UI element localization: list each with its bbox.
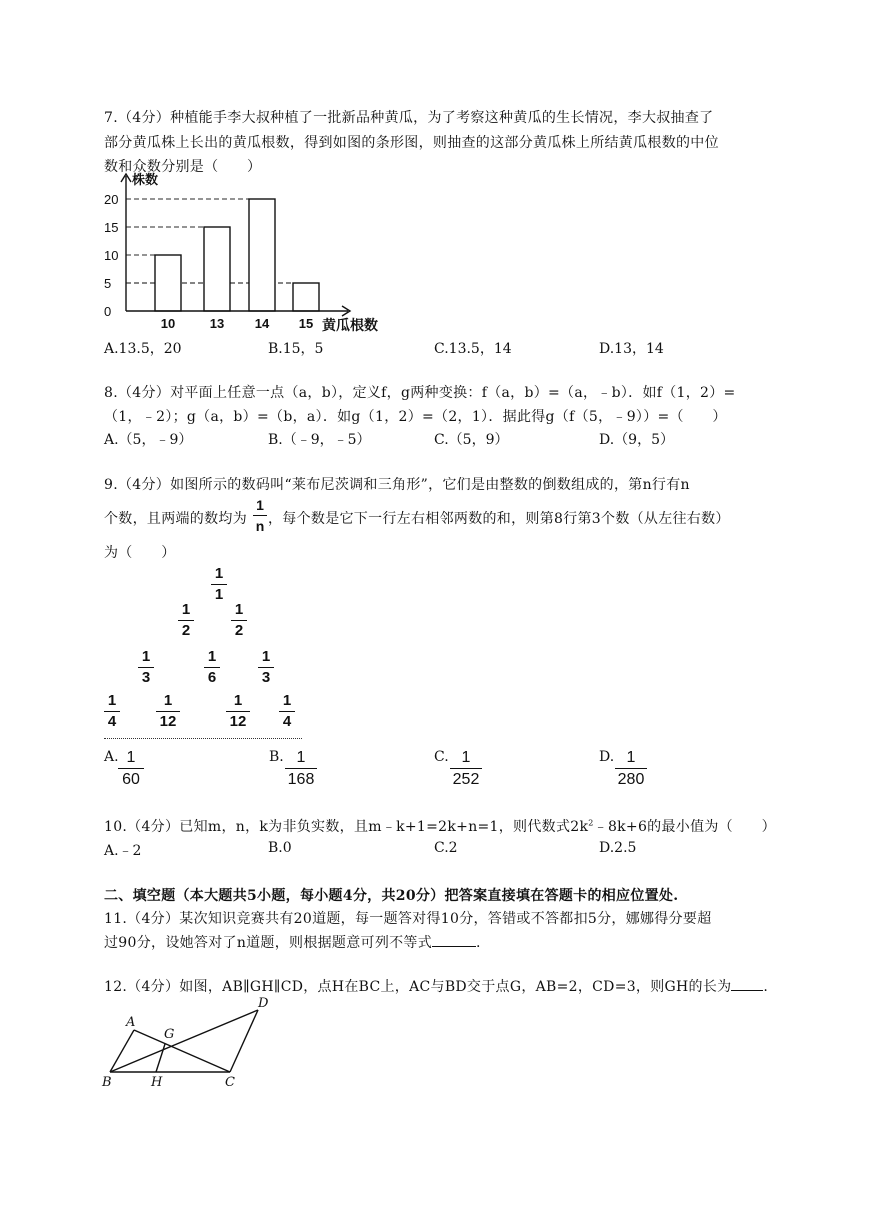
q9-line1: 9.（4分）如图所示的数码叫“莱布尼茨调和三角形”，它们是由整数的倒数组成的，第n行有n (104, 477, 690, 493)
y-tick-label-15: 15 (104, 220, 119, 235)
point-label-h: H (151, 1075, 163, 1090)
triangle-r3-c2: 1 6 (204, 648, 220, 687)
triangle-r4-c3: 1 12 (226, 692, 250, 731)
q9-option-c-label: C. (434, 749, 449, 765)
q7-option-b: B.15，5 (268, 341, 324, 357)
q12-period: . (763, 979, 769, 995)
x-tick-label-15: 15 (298, 316, 314, 331)
q10-option-c: C.2 (434, 840, 458, 856)
q11-period: . (476, 935, 481, 951)
section-2-title: 二、填空题（本大题共5小题，每小题4分，共20分）把答案直接填在答题卡的相应位置处. (104, 888, 679, 904)
x-tick-label-13: 13 (209, 316, 225, 331)
q8-line1: 8.（4分）对平面上任意一点（a，b），定义f，g两种变换：f（a，b）=（a，﹣b）．如f（1，2）= (104, 385, 736, 401)
q9-option-b-fraction: 1 168 (285, 748, 317, 789)
q10-option-d: D.2.5 (599, 840, 637, 856)
q9-option-d-label: D. (599, 749, 615, 765)
bar-14 (249, 199, 275, 311)
point-label-b: B (102, 1075, 112, 1090)
q12-line1 (104, 976, 768, 996)
q11-text: 过90分，设她答对了n道题，则根据题意可列不等式 (104, 935, 433, 951)
y-tick-label-0: 0 (104, 304, 112, 319)
q10-text-end: ﹣8k+6的最小值为（ ） (593, 819, 776, 835)
point-label-g: G (164, 1027, 175, 1042)
inline-frac-bar (253, 515, 267, 516)
q11-line2 (104, 932, 481, 952)
segment-ba (110, 1030, 134, 1072)
q9-option-d-fraction: 1 280 (615, 748, 647, 789)
q9-option-b-label: B. (269, 749, 284, 765)
q9-option-a-fraction: 1 60 (118, 748, 144, 789)
q7-option-d: D.13，14 (599, 341, 664, 357)
point-label-c: C (225, 1075, 235, 1090)
q9-line3: 为（ ） (104, 545, 176, 561)
triangle-r2-c1: 1 2 (178, 601, 194, 640)
triangle-dotted-line (104, 738, 302, 739)
q9-inline-fraction (253, 496, 267, 535)
triangle-r4-c4: 1 4 (279, 692, 295, 731)
triangle-r3-c3: 1 3 (258, 648, 274, 687)
q11-line1: 11.（4分）某次知识竞赛共有20道题，每一题答对得10分，答错或不答都扣5分，娜娜得分要超 (104, 911, 712, 927)
y-tick-label-20: 20 (104, 192, 119, 207)
triangle-r3-c1: 1 3 (138, 648, 154, 687)
x-tick-label-14: 14 (254, 316, 270, 331)
q9-option-c-fraction: 1 252 (450, 748, 482, 789)
q7-line2: 部分黄瓜株上长出的黄瓜根数，得到如图的条形图，则抽查的这部分黄瓜株上所结黄瓜根数的中位 (104, 135, 719, 151)
triangle-r4-c1: 1 4 (104, 692, 120, 731)
segment-ac (134, 1030, 230, 1072)
triangle-r4-c2: 1 12 (156, 692, 180, 731)
q9-option-a-label: A. (104, 749, 119, 765)
point-label-a: A (126, 1015, 136, 1030)
q8-option-c: C.（5，9） (434, 432, 509, 448)
x-axis-title: 黄瓜根数 (322, 317, 378, 333)
q12-answer-blank[interactable] (731, 978, 763, 991)
bar-13 (204, 227, 230, 311)
triangle-r1-c1: 1 1 (211, 565, 227, 604)
inline-frac-num: 1 (256, 497, 264, 513)
q7-option-a: A.13.5，20 (104, 341, 182, 357)
q12-text: 12.（4分）如图，AB∥GH∥CD，点H在BC上，AC与BD交于点G，AB=2，CD=3，则GH的长为 (104, 979, 732, 995)
triangle-r2-c2: 1 2 (231, 601, 247, 640)
q7-option-c: C.13.5，14 (434, 341, 512, 357)
y-tick-label-5: 5 (104, 276, 112, 291)
q8-option-a: A.（5，﹣9） (104, 432, 193, 448)
q9-line2-end: ，每个数是它下一行左右相邻两数的和，则第8行第3个数（从左往右数） (268, 511, 730, 527)
segment-gh (156, 1044, 165, 1072)
q10-option-b: B.0 (268, 840, 292, 856)
q10-option-a: A.﹣2 (104, 843, 142, 859)
q8-option-b: B.（﹣9，﹣5） (268, 432, 371, 448)
y-axis-title: 株数 (132, 172, 159, 187)
q10-line1 (104, 816, 776, 836)
q8-option-d: D.（9，5） (599, 432, 674, 448)
inline-frac-den: n (255, 518, 265, 534)
y-tick-label-10: 10 (104, 248, 119, 263)
q8-line2: （1，﹣2）；g（a，b）=（b，a）．如g（1，2）=（2，1）．据此得g（f（5，﹣9））=（ ） (104, 409, 727, 425)
q7-line1: 7.（4分）种植能手李大叔种植了一批新品种黄瓜，为了考察这种黄瓜的生长情况，李大叔抽查了 (104, 110, 714, 126)
bar-15 (293, 283, 319, 311)
bar-chart (96, 172, 396, 338)
q10-text-start: 10.（4分）已知m，n，k为非负实数，且m﹣k+1=2k+n=1，则代数式2k (104, 819, 589, 835)
q10-superscript: 2 (588, 818, 594, 828)
bar-10 (155, 255, 181, 311)
geometry-figure (98, 994, 278, 1094)
point-label-d: D (258, 996, 269, 1011)
q9-line2-start: 个数，且两端的数均为 (104, 511, 247, 527)
x-tick-label-10: 10 (160, 316, 176, 331)
q11-answer-blank[interactable] (432, 934, 476, 947)
q7-line3: 数和众数分别是（ ） (104, 159, 262, 175)
